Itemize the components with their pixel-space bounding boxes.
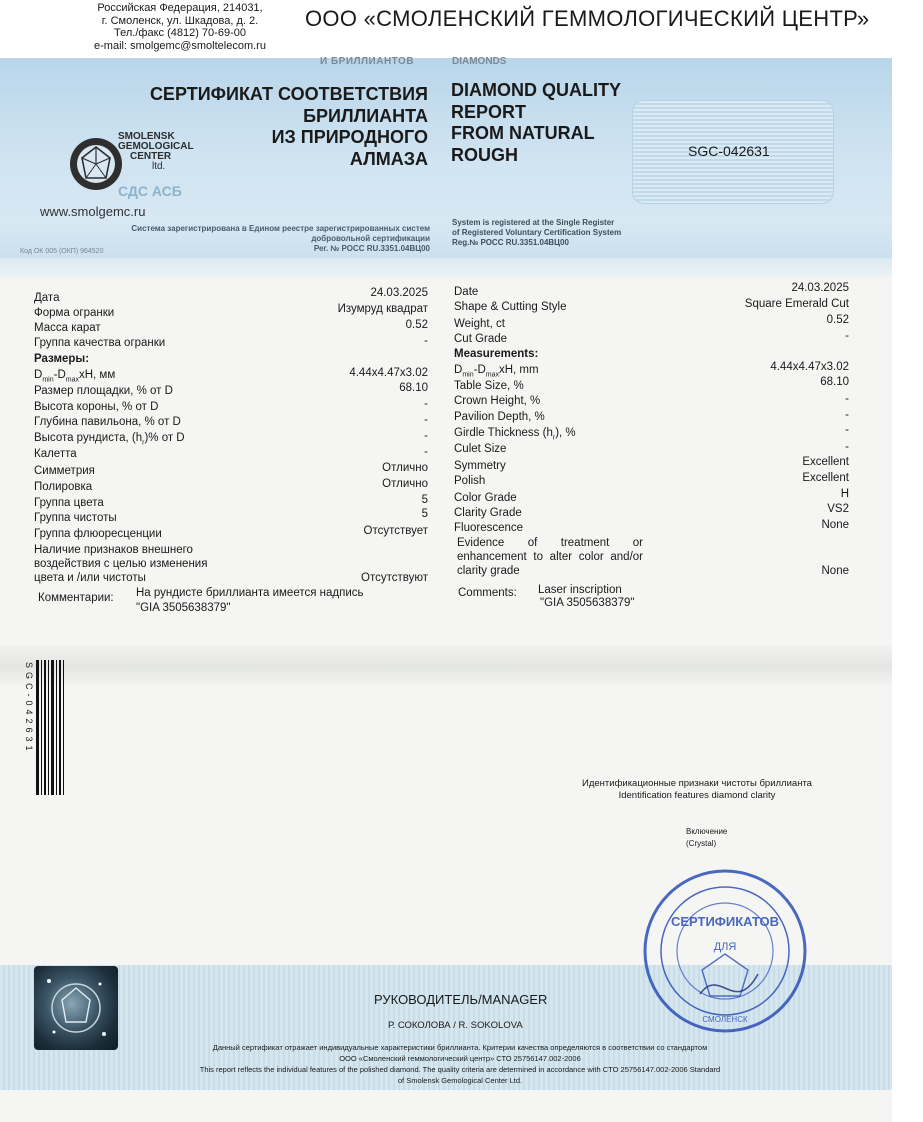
logo-line: CENTER — [130, 151, 172, 162]
field-value: Excellent — [802, 472, 849, 484]
girdle-label-en — [454, 427, 576, 441]
dim-d: D — [34, 369, 43, 381]
logo-line: ltd. — [152, 161, 166, 172]
field-label: Наличие признаков внешнего воздействия с целью изменения цвета и /или чистоты — [34, 544, 208, 584]
field-label: Калетта — [34, 448, 77, 460]
product-code: Код ОК 005 (ОКП) 964520 — [20, 248, 104, 255]
field-label: Date — [454, 286, 479, 298]
registry-line: Система зарегистрирована в Едином реестре зарегистрированных систем — [131, 224, 430, 233]
company-address — [60, 2, 300, 52]
field-value: - — [424, 446, 428, 458]
measurements-heading: Measurements: — [454, 348, 539, 360]
dim-label-rest: xH, mm — [498, 364, 539, 376]
registry-line: Рег. № РОСС RU.3351.04ВЦ00 — [313, 244, 430, 253]
comment-inscription-en: "GIA 3505638379" — [540, 597, 635, 609]
title-line: ROUGH — [451, 144, 518, 165]
field-value: 24.03.2025 — [370, 287, 428, 299]
field-value: None — [821, 565, 849, 577]
field-label: Дата — [34, 292, 60, 304]
measurements-heading: Размеры: — [34, 353, 90, 365]
barcode — [36, 660, 74, 795]
label-sub: r — [552, 434, 556, 442]
field-value: 0.52 — [826, 314, 849, 326]
cut-top-text-ru: И БРИЛЛИАНТОВ — [320, 56, 415, 67]
title-line: БРИЛЛИАНТА — [303, 105, 428, 126]
field-label: Высота короны, % от D — [34, 401, 159, 413]
label-part: )% от D — [144, 432, 185, 444]
disclaimer-line: ООО «Смоленский геммологический центр» СТО 25756147.002-2006 — [339, 1054, 581, 1063]
stamp-dlya: ДЛЯ — [713, 941, 737, 953]
title-line: СЕРТИФИКАТ СООТВЕТСТВИЯ — [149, 84, 428, 104]
disclaimer-line: This report reflects the individual features of the polished diamond. The quality criteria are determined in accordance with CTO 25756147.002-2006 Standard — [199, 1065, 721, 1074]
identification-title — [552, 778, 842, 802]
logo-text — [118, 132, 194, 172]
field-value: VS2 — [827, 503, 849, 515]
manager-name: Р. СОКОЛОВА / R. SOKOLOVA — [388, 1020, 523, 1031]
label-part: Высота рундиста, (h — [34, 432, 143, 444]
girdle-label-ru — [34, 432, 185, 446]
field-value: 5 — [421, 494, 428, 506]
dim-max: max — [65, 376, 79, 384]
comment-text-en: Laser inscription — [538, 584, 622, 596]
field-value: H — [840, 488, 849, 500]
inclusion-en: (Crystal) — [686, 839, 717, 848]
field-label: Глубина павильона, % от D — [34, 416, 181, 428]
company-name: ООО «СМОЛЕНСКИЙ ГЕММОЛОГИЧЕСКИЙ ЦЕНТР» — [305, 6, 870, 31]
dim-d: D — [57, 369, 66, 381]
ident-line-en: Identification features diamond clarity — [618, 790, 776, 801]
dim-dash: - — [473, 364, 478, 376]
field-value: - — [845, 424, 849, 436]
field-value: 4.44x4.47x3.02 — [349, 367, 428, 379]
phone-line: Тел./факс (4812) 70-69-00 — [114, 27, 246, 39]
disclaimer-line: of Smolensk Gemological Center Ltd. — [397, 1076, 523, 1085]
field-label: Cut Grade — [454, 333, 508, 345]
title-line: DIAMOND QUALITY — [451, 80, 621, 100]
field-value: Отлично — [382, 462, 428, 474]
field-value: 68.10 — [820, 376, 849, 388]
field-label: Группа цвета — [34, 497, 104, 509]
field-label: Группа флюоресценции — [34, 528, 162, 540]
field-label: Polish — [454, 475, 486, 487]
title-line: ИЗ ПРИРОДНОГО — [271, 127, 428, 147]
logo-sds: СДС АСБ — [118, 183, 182, 199]
hologram-icon — [34, 966, 118, 1050]
field-value: 4.44x4.47x3.02 — [770, 361, 849, 373]
field-value: Отлично — [382, 478, 428, 490]
stamp-city: СМОЛЕНСК — [702, 1015, 748, 1024]
registry-text-en — [452, 218, 621, 248]
cut-top-text-en: DIAMONDS — [452, 56, 507, 67]
disclaimer-line: Данный сертификат отражает индивидуальные характеристики бриллианта. Критерии качества определяются в соответствии со стандартом — [212, 1043, 708, 1052]
dims-label-ru — [34, 369, 115, 383]
official-stamp-icon — [640, 866, 810, 1036]
field-value: Square Emerald Cut — [744, 298, 849, 310]
address-line: Российская Федерация, 214031, — [97, 2, 263, 14]
barcode-number: SGC-042631 — [24, 662, 34, 755]
field-value: - — [845, 393, 849, 405]
ident-line-ru: Идентификационные признаки чистоты бриллианта — [582, 778, 812, 789]
field-value: - — [845, 330, 849, 342]
field-label: Evidence of treatment or enhancement to alter color and/or clarity grade — [457, 537, 643, 577]
registry-line: Reg.№ РОСС RU.3351.04ВЦ00 — [452, 238, 569, 247]
hologram-pattern — [34, 966, 118, 1050]
label-sub: r — [142, 439, 145, 447]
comment-inscription-ru: "GIA 3505638379" — [136, 602, 231, 614]
field-label: Table Size, % — [454, 380, 524, 392]
dims-label-en — [454, 364, 539, 378]
title-line: REPORT — [451, 101, 527, 122]
field-label: Pavilion Depth, % — [454, 411, 545, 423]
field-label: Полировка — [34, 481, 93, 493]
field-value: - — [845, 409, 849, 421]
diamond-logo-icon — [66, 134, 126, 194]
field-label: Форма огранки — [34, 307, 115, 319]
dim-dash: - — [53, 369, 58, 381]
manager-title: РУКОВОДИТЕЛЬ/MANAGER — [374, 992, 548, 1007]
field-label: Color Grade — [454, 492, 517, 504]
field-value: Отсутствует — [363, 525, 428, 537]
label-part: Girdle Thickness (h — [454, 427, 553, 439]
footer-disclaimer — [130, 1042, 790, 1086]
field-value: - — [424, 335, 428, 347]
field-label: Culet Size — [454, 443, 507, 455]
field-value: 0.52 — [405, 319, 428, 331]
field-value: Изумруд квадрат — [337, 303, 428, 315]
field-label: Crown Height, % — [454, 395, 541, 407]
paper-fold — [0, 645, 892, 687]
logo-line: GEMOLOGICAL — [118, 141, 194, 152]
field-value: 5 — [421, 508, 428, 520]
field-value: - — [424, 414, 428, 426]
field-label: Группа чистоты — [34, 512, 117, 524]
field-label: Масса карат — [34, 322, 101, 334]
comment-label-en: Comments: — [458, 587, 517, 599]
dim-min: min — [42, 376, 54, 384]
label-part: ), % — [555, 427, 576, 439]
field-value: None — [821, 519, 849, 531]
field-label: Symmetry — [454, 460, 506, 472]
email-line: e-mail: smolgemc@smoltelecom.ru — [94, 39, 266, 52]
dim-max: max — [485, 371, 499, 379]
field-value: - — [424, 430, 428, 442]
registry-line: System is registered at the Single Register — [452, 218, 615, 227]
field-value: Отсутствуют — [361, 572, 428, 584]
comment-text-ru: На рундисте бриллианта имеется надпись — [136, 587, 364, 599]
field-label: Группа качества огранки — [34, 337, 166, 349]
barcode-icon — [36, 660, 74, 795]
field-value: - — [424, 398, 428, 410]
stamp-text: СЕРТИФИКАТОВ — [670, 914, 780, 929]
field-label: Симметрия — [34, 465, 95, 477]
title-line: FROM NATURAL — [451, 123, 595, 143]
inclusion-ru: Включение — [686, 827, 728, 836]
band-fade — [0, 258, 892, 278]
registry-line: of Registered Voluntary Certification System — [452, 228, 622, 237]
field-value: - — [845, 441, 849, 453]
field-value: 68.10 — [399, 382, 428, 394]
field-value: 24.03.2025 — [791, 282, 849, 294]
certificate-number: SGC-042631 — [688, 143, 770, 159]
website-link[interactable]: www.smolgemc.ru — [40, 204, 146, 219]
inclusion-note — [686, 826, 727, 850]
scan-margin — [892, 0, 923, 1122]
field-label: Clarity Grade — [454, 507, 522, 519]
field-label: Shape & Cutting Style — [454, 301, 567, 313]
dim-d: D — [477, 364, 486, 376]
dim-label-rest: xH, мм — [78, 369, 116, 381]
address-line: г. Смоленск, ул. Шкадова, д. 2. — [101, 14, 259, 27]
registry-line: добровольной сертификации — [311, 234, 430, 243]
comment-label-ru: Комментарии: — [38, 592, 114, 604]
dim-d: D — [454, 364, 463, 376]
dim-min: min — [462, 371, 474, 379]
field-label: Weight, ct — [454, 318, 505, 330]
certificate-title-en — [451, 80, 621, 166]
field-value: Excellent — [802, 456, 849, 468]
logo-line: SMOLENSK — [118, 131, 175, 142]
field-label: Fluorescence — [454, 522, 524, 534]
field-label: Размер площадки, % от D — [34, 385, 173, 397]
title-line: АЛМАЗА — [349, 148, 428, 169]
